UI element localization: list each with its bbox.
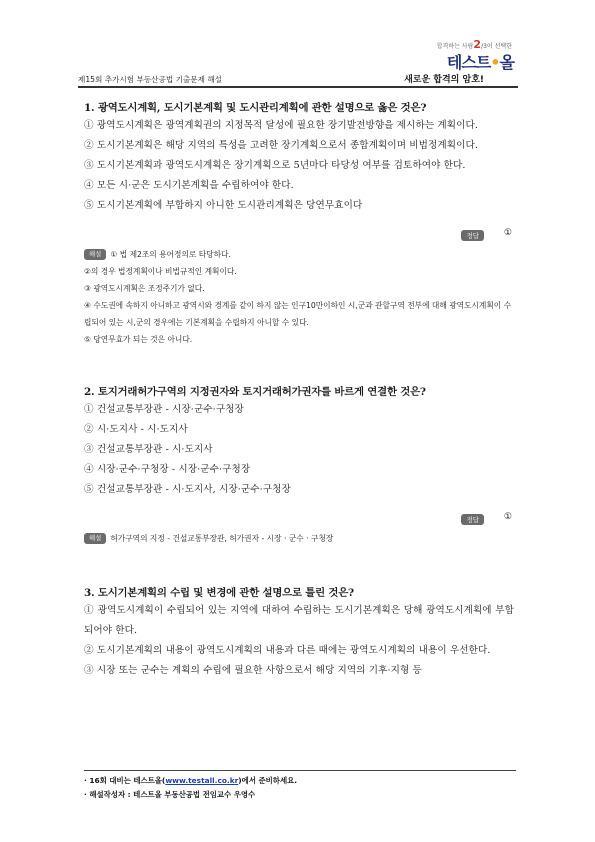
option-1: ① 광역도시계획이 수립되어 있는 지역에 대하여 수립하는 도시기본계획은 당해 광역도시계획에 부합되어야 한다. [84, 605, 514, 636]
answer-value: ① [503, 512, 512, 522]
answer-badge: 정답 [461, 230, 484, 241]
answer-badge: 정답 [461, 514, 484, 525]
question-title: 3. 도시기본계획의 수립 및 변경에 관한 설명으로 틀린 것은? [84, 587, 354, 599]
answer-row [84, 226, 514, 246]
option-3: ③ 건설교통부장관 - 시·도지사 [84, 444, 213, 455]
explanation-line: ⑤ 당연무효가 되는 것은 아니다. [84, 335, 193, 344]
option-2: ② 도시기본계획의 내용이 광역도시계획의 내용과 다른 때에는 광역도시계획의 내용이 우선한다. [84, 645, 491, 656]
page-footer [84, 774, 297, 802]
option-3: ③ 시장 또는 군수는 계획의 수립에 필요한 사항으로서 해당 지역의 기후·지형 등 [84, 665, 422, 676]
option-2: ② 도시기본계획은 해당 지역의 특성을 고려한 장기계획으로서 종합계획이며 비법정계획이다. [84, 140, 479, 151]
explanation [84, 530, 514, 547]
option-2: ② 시·도지사 - 시·도지사 [84, 424, 188, 435]
explanation-line: 해설 ① 법 제2조의 용어정의로 타당하다. [84, 246, 514, 263]
question-1 [84, 100, 514, 348]
explanation-line: ③ 광역도시계획은 조정주기가 없다. [84, 284, 205, 293]
testall-logo [438, 24, 518, 84]
question-3 [84, 585, 514, 681]
answer-value: ① [503, 228, 512, 238]
page-header [78, 24, 518, 84]
option-5: ⑤ 도시기본계획에 부합하지 아니한 도시관리계획은 당연무효이다 [84, 200, 363, 211]
option-4: ④ 시장·군수·구청장 - 시장·군수·구청장 [84, 464, 251, 475]
option-1: ① 광역도시계획은 광역계획권의 지정목적 달성에 필요한 장기발전방향을 제시하는 계획이다. [84, 120, 479, 131]
question-title: 2. 토지거래허가구역의 지정권자와 토지거래허가권자를 바르게 연결한 것은? [84, 386, 426, 398]
option-3: ③ 도시기본계획과 광역도시계획은 장기계획으로 5년마다 타당성 여부를 검토하여야 한다. [84, 160, 466, 171]
logo-wordmark: 테스트•올 [446, 53, 514, 72]
explanation-line: 해설 허가구역의 지정 - 건설교통부장관, 허가권자 - 시장 · 군수 · 구청장 [84, 530, 514, 547]
explanation-line: ④ 수도권에 속하지 아니하고 광역시와 경계를 같이 하지 않는 인구10만이하인 시,군과 관할구역 전부에 대해 광역도시계획이 수립되어 있는 시,군의 경우에는 기본계획을 수립하지 아니할 수 있다. [84, 301, 512, 327]
website-link[interactable]: www.testall.co.kr [165, 776, 239, 785]
option-1: ① 건설교통부장관 - 시장·군수·구청장 [84, 404, 244, 415]
slogan: 새로운 합격의 암호! [404, 75, 484, 85]
footer-line-1: · 16회 대비는 테스트올(www.testall.co.kr)에서 준비하세요. [84, 776, 298, 785]
question-title: 1. 광역도시계획, 도시기본계획 및 도시관리계획에 관한 설명으로 옳은 것은? [84, 102, 427, 114]
explanation [84, 246, 514, 348]
option-4: ④ 모든 시·군은 도시기본계획을 수립하여야 한다. [84, 180, 294, 191]
header-divider [78, 86, 518, 88]
question-2 [84, 384, 514, 547]
explanation-badge: 해설 [84, 533, 106, 544]
answer-row [84, 510, 514, 530]
exam-content [84, 92, 514, 681]
explanation-line: ②의 경우 법정계획이나 비법규적인 계획이다. [84, 267, 237, 276]
logo-tagline: 합격하는 사람2/3이 선택한 [436, 38, 512, 51]
footer-divider [84, 770, 516, 771]
exam-title: 제15회 추가시험 부동산공법 기출문제 해설 [78, 75, 223, 84]
explanation-badge: 해설 [84, 249, 106, 260]
option-5: ⑤ 건설교통부장관 - 시·도지사, 시장·군수·구청장 [84, 484, 291, 495]
footer-line-2: · 해설작성자 : 테스트올 부동산공법 전임교수 우영수 [84, 790, 256, 799]
